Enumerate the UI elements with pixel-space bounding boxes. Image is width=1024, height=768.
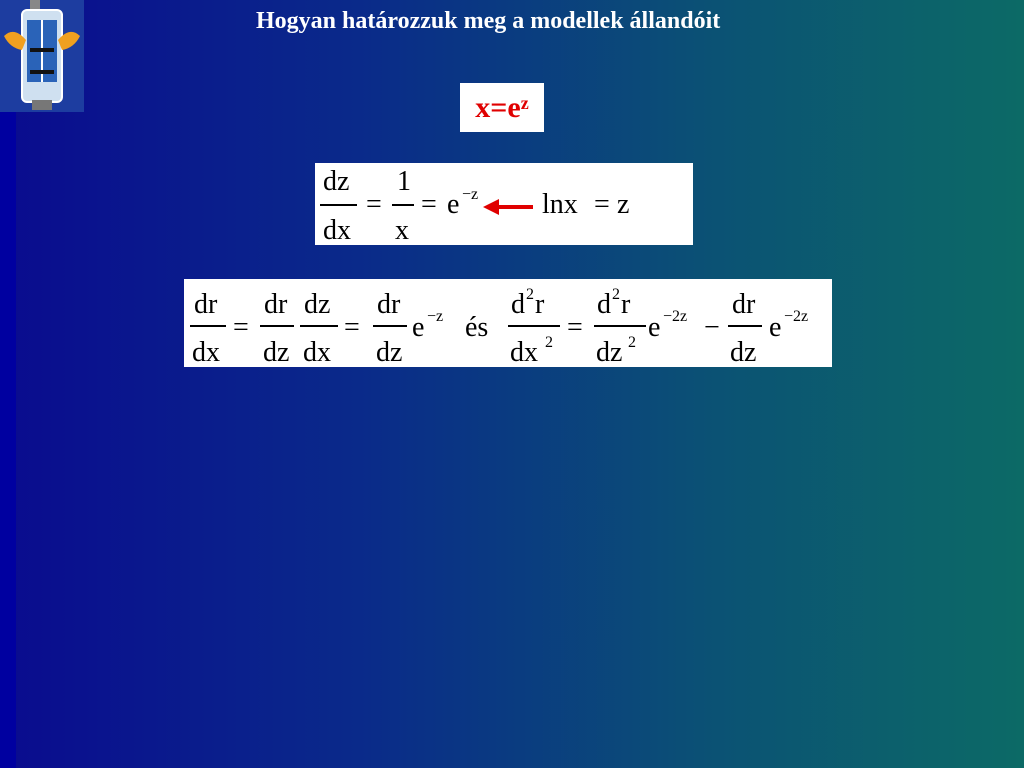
eq2-equals-1: =	[233, 312, 249, 343]
substitution-lhs: x=e	[475, 90, 521, 124]
eq2-f5-num-exp: 2	[526, 286, 534, 303]
eq2-f5-num-r: r	[535, 289, 545, 320]
eq1-rhs-lnx: lnx	[542, 189, 578, 220]
substitution-exponent: z	[520, 93, 529, 113]
eq2-f4-numerator: dr	[377, 289, 401, 320]
substitution-box	[460, 83, 544, 132]
eq1-rhs-z: z	[617, 189, 630, 220]
eq1-equals-b: =	[421, 189, 437, 220]
eq1-equals-c: =	[594, 189, 610, 220]
eq2-equals-3: =	[567, 312, 583, 343]
eq2-f3-denominator: dx	[303, 337, 331, 368]
emblem-icon	[0, 0, 84, 112]
eq2-f2-bar	[260, 325, 294, 327]
eq2-f3-numerator: dz	[304, 289, 331, 320]
eq2-f2-denominator: dz	[263, 337, 290, 368]
eq2-minus: −	[704, 312, 720, 343]
left-arrow-icon	[483, 197, 535, 217]
eq1-frac2-numerator: 1	[397, 166, 411, 197]
eq1-frac1-denominator: dx	[323, 215, 351, 246]
eq2-e1: e	[412, 312, 425, 343]
eq2-f7-bar	[728, 325, 762, 327]
eq1-frac2-denominator: x	[395, 215, 409, 246]
eq2-f4-denominator: dz	[376, 337, 403, 368]
eq2-f6-den-exp: 2	[628, 334, 636, 351]
equation-box-1	[315, 163, 693, 245]
eq2-f4-bar	[373, 325, 407, 327]
eq2-f6-bar	[594, 325, 646, 327]
eq2-equals-2: =	[344, 312, 360, 343]
university-logo	[0, 0, 84, 112]
eq2-f6-num-d: d	[597, 289, 611, 320]
eq2-f1-denominator: dx	[192, 337, 220, 368]
eq2-f6-num-r: r	[621, 289, 631, 320]
eq1-frac1-bar	[320, 204, 357, 206]
slide-title: Hogyan határozzuk meg a modellek állandóit	[256, 8, 721, 34]
eq1-e: e	[447, 189, 460, 220]
left-accent-strip	[0, 0, 16, 768]
eq1-frac2-bar	[392, 204, 414, 206]
eq2-f7-denominator: dz	[730, 337, 757, 368]
eq1-e-exponent: −z	[462, 186, 479, 203]
eq2-f5-den-exp: 2	[545, 334, 553, 351]
eq2-f5-bar	[508, 325, 560, 327]
eq2-f1-bar	[190, 325, 226, 327]
eq2-f5-denominator: dx	[510, 337, 538, 368]
eq2-f3-bar	[300, 325, 338, 327]
eq2-e3-exponent: −2z	[784, 308, 809, 325]
eq2-conjunction: és	[465, 312, 489, 343]
eq2-e1-exponent: −z	[427, 308, 444, 325]
eq1-frac1-numerator: dz	[323, 166, 350, 197]
equation-box-2	[184, 279, 832, 367]
eq2-f6-denominator: dz	[596, 337, 623, 368]
eq1-equals-a: =	[366, 189, 382, 220]
eq2-e3: e	[769, 312, 782, 343]
eq2-f6-num-exp: 2	[612, 286, 620, 303]
eq2-f5-num-d: d	[511, 289, 525, 320]
eq2-e2: e	[648, 312, 661, 343]
eq2-f7-numerator: dr	[732, 289, 756, 320]
eq2-e2-exponent: −2z	[663, 308, 688, 325]
eq2-f2-numerator: dr	[264, 289, 288, 320]
eq2-f1-numerator: dr	[194, 289, 218, 320]
